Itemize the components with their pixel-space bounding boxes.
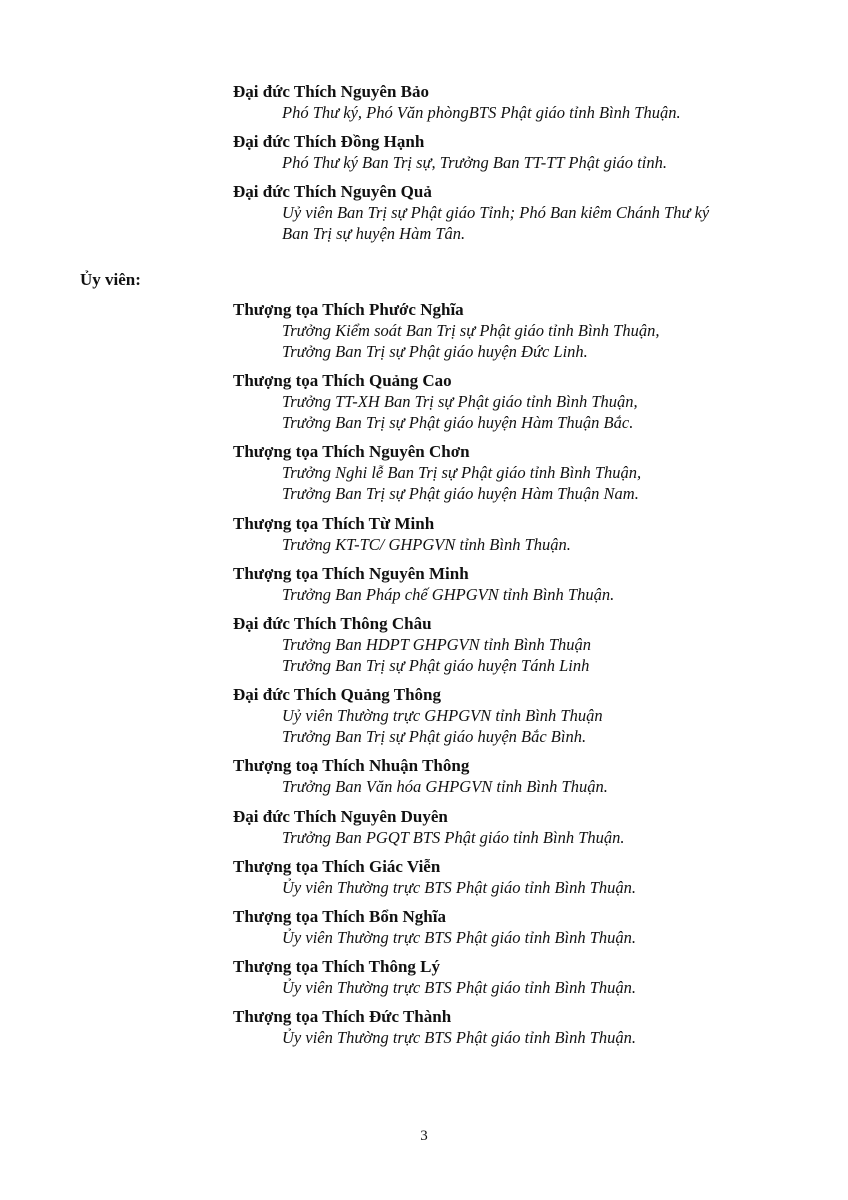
members-list bbox=[233, 300, 813, 1057]
person-name: Đại đức Thích Thông Châu bbox=[233, 613, 432, 633]
person-name: Thượng tọa Thích Nguyên Chơn bbox=[233, 442, 470, 462]
list-item bbox=[233, 514, 813, 555]
person-name: Thượng tọa Thích Đức Thành bbox=[233, 1007, 452, 1027]
list-item bbox=[233, 907, 813, 948]
person-name: Thượng tọa Thích Thông Lý bbox=[233, 957, 441, 977]
officers-list bbox=[233, 82, 813, 254]
list-item bbox=[233, 300, 813, 362]
person-title: Ủy viên Thường trực BTS Phật giáo tỉnh Bình Thuận. bbox=[282, 978, 637, 998]
list-item bbox=[233, 182, 813, 244]
person-title: Trưởng KT-TC/ GHPGVN tỉnh Bình Thuận. bbox=[282, 534, 571, 554]
list-item bbox=[233, 82, 813, 123]
list-item bbox=[233, 957, 813, 998]
list-item bbox=[233, 857, 813, 898]
person-title: Trưởng Ban Trị sự Phật giáo huyện Tánh Linh bbox=[282, 655, 590, 675]
person-title: Phó Thư ký, Phó Văn phòngBTS Phật giáo tỉnh Bình Thuận. bbox=[282, 103, 681, 122]
person-name: Đại đức Thích Nguyên Bảo bbox=[233, 82, 429, 101]
person-title: Trưởng Ban Trị sự Phật giáo huyện Bắc Bình. bbox=[282, 727, 587, 747]
list-item bbox=[233, 442, 813, 504]
person-title: Uỷ viên Ban Trị sự Phật giáo Tỉnh; Phó Ban kiêm Chánh Thư ký bbox=[282, 203, 710, 223]
person-name: Thượng tọa Thích Từ Minh bbox=[233, 513, 435, 533]
person-title: Uỷ viên Thường trực GHPGVN tỉnh Bình Thuận bbox=[282, 706, 603, 726]
person-name: Thượng toạ Thích Nhuận Thông bbox=[233, 756, 470, 776]
list-item bbox=[233, 614, 813, 676]
person-title: Trưởng Ban HDPT GHPGVN tỉnh Bình Thuận bbox=[282, 634, 592, 654]
list-item bbox=[233, 1007, 813, 1048]
person-title: Trưởng Ban Trị sự Phật giáo huyện Đức Linh. bbox=[282, 342, 588, 361]
section-label-members: Ủy viên: bbox=[80, 270, 141, 289]
person-name: Thượng tọa Thích Quảng Cao bbox=[233, 371, 452, 391]
person-title: Trưởng Ban Pháp chế GHPGVN tỉnh Bình Thuận. bbox=[282, 584, 615, 604]
person-name: Đại đức Thích Nguyên Duyên bbox=[233, 806, 448, 826]
person-name: Thượng tọa Thích Giác Viễn bbox=[233, 856, 441, 876]
person-name: Đại đức Thích Quảng Thông bbox=[233, 685, 441, 705]
person-title: Trưởng TT-XH Ban Trị sự Phật giáo tỉnh Bình Thuận, bbox=[282, 392, 638, 412]
person-title: Ủy viên Thường trực BTS Phật giáo tỉnh Bình Thuận. bbox=[282, 927, 637, 947]
person-title: Trưởng Nghi lễ Ban Trị sự Phật giáo tỉnh Bình Thuận, bbox=[282, 463, 642, 483]
person-title: Trưởng Ban Trị sự Phật giáo huyện Hàm Thuận Bắc. bbox=[282, 413, 634, 433]
person-name: Đại đức Thích Nguyên Quả bbox=[233, 182, 432, 202]
list-item bbox=[233, 564, 813, 605]
list-item bbox=[233, 371, 813, 433]
person-name: Đại đức Thích Đồng Hạnh bbox=[233, 132, 425, 152]
person-title: Ủy viên Thường trực BTS Phật giáo tỉnh Bình Thuận. bbox=[282, 1028, 637, 1048]
list-item bbox=[233, 756, 813, 797]
person-title: Trưởng Ban PGQT BTS Phật giáo tỉnh Bình Thuận. bbox=[282, 827, 625, 847]
person-title: Trưởng Ban Trị sự Phật giáo huyện Hàm Thuận Nam. bbox=[282, 484, 639, 504]
list-item bbox=[233, 807, 813, 848]
person-title: Ban Trị sự huyện Hàm Tân. bbox=[282, 224, 466, 244]
person-name: Thượng tọa Thích Phước Nghĩa bbox=[233, 300, 464, 319]
person-name: Thượng tọa Thích Bổn Nghĩa bbox=[233, 906, 446, 926]
person-title: Phó Thư ký Ban Trị sự, Trưởng Ban TT-TT Phật giáo tỉnh. bbox=[282, 153, 667, 173]
page-number: 3 bbox=[420, 1128, 428, 1144]
person-title: Trưởng Kiểm soát Ban Trị sự Phật giáo tỉnh Bình Thuận, bbox=[282, 321, 660, 340]
person-title: Ủy viên Thường trực BTS Phật giáo tỉnh Bình Thuận. bbox=[282, 877, 637, 897]
list-item bbox=[233, 132, 813, 173]
list-item bbox=[233, 685, 813, 747]
person-name: Thượng tọa Thích Nguyên Minh bbox=[233, 563, 469, 583]
person-title: Trưởng Ban Văn hóa GHPGVN tỉnh Bình Thuận. bbox=[282, 777, 608, 797]
